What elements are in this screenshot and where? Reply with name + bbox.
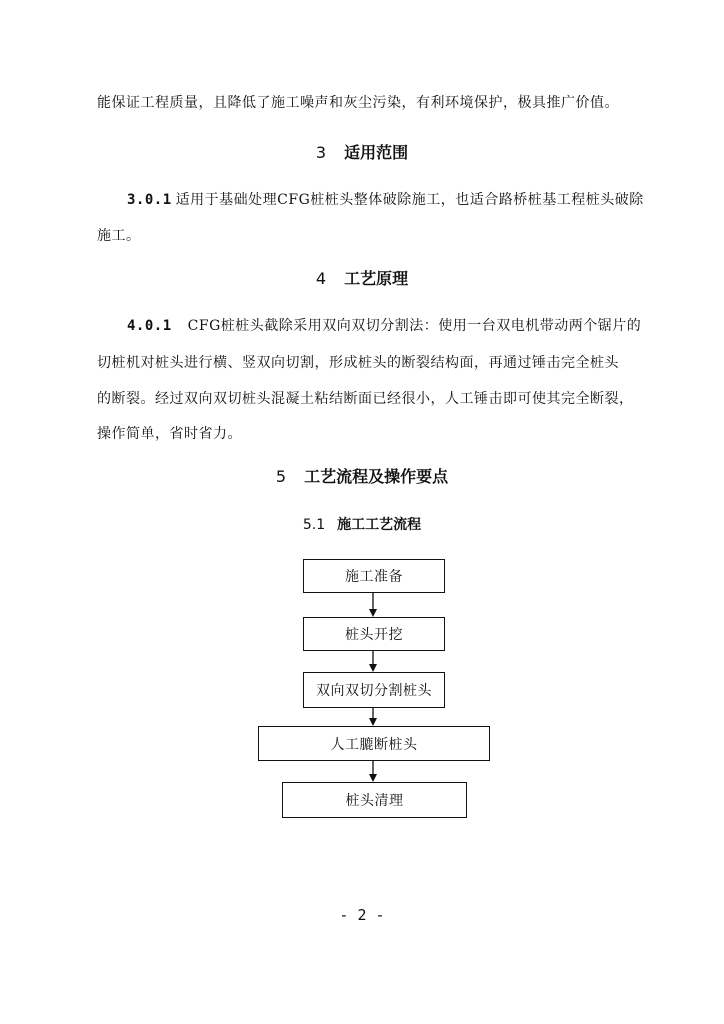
flow-step-1: 施工准备 (303, 559, 445, 593)
clause-3-0-1-line-1 (127, 190, 667, 210)
flow-step-2: 桩头开挖 (303, 617, 445, 651)
subsection-5-1-number: 5.1 (302, 517, 326, 533)
subsection-5-1-heading (0, 515, 724, 535)
page-number: - 2 - (339, 906, 385, 924)
section-3-heading (0, 142, 724, 164)
section-4-title: 工艺原理 (344, 269, 409, 288)
section-4-number: 4 (315, 269, 327, 288)
clause-4-0-1-line-4: 操作简单，省时省力。 (97, 426, 242, 442)
flow-arrow-3 (368, 708, 378, 726)
section-5-number: 5 (275, 467, 287, 486)
clause-4-0-1-text: CFG桩桩头截除采用双向双切分割法：使用一台双电机带动两个锯片的 (187, 318, 642, 334)
intro-paragraph-line: 能保证工程质量，且降低了施工噪声和灰尘污染，有利环境保护，极具推广价值。 (97, 95, 619, 111)
flow-arrow-1 (368, 593, 378, 617)
clause-4-0-1-line-3: 的断裂。经过双向双切桩头混凝土粘结断面已经很小，人工锤击即可使其完全断裂， (97, 391, 634, 407)
clause-3-0-1-number: 3.0.1 (127, 192, 172, 208)
flow-arrow-2 (368, 651, 378, 672)
subsection-5-1-title: 施工工艺流程 (337, 517, 422, 533)
flow-step-4: 人工膔断桩头 (258, 726, 490, 761)
section-5-title: 工艺流程及操作要点 (304, 467, 449, 486)
flow-step-5: 桩头清理 (282, 782, 467, 818)
flow-step-3: 双向双切分割桩头 (303, 672, 445, 708)
flow-arrow-4 (368, 761, 378, 782)
clause-4-0-1-number: 4.0.1 (127, 318, 172, 334)
clause-4-0-1-line-1 (127, 316, 667, 336)
section-4-heading (0, 268, 724, 290)
clause-3-0-1-line-2: 施工。 (97, 228, 141, 244)
clause-3-0-1-text: 适用于基础处理CFG桩桩头整体破除施工，也适合路桥桩基工程桩头破除 (175, 192, 644, 208)
clause-4-0-1-line-2: 切桩机对桩头进行横、竖双向切割，形成桩头的断裂结构面，再通过锤击完全桩头 (97, 355, 619, 371)
section-3-number: 3 (315, 143, 327, 162)
section-3-title: 适用范围 (344, 143, 409, 162)
section-5-heading (0, 466, 724, 488)
